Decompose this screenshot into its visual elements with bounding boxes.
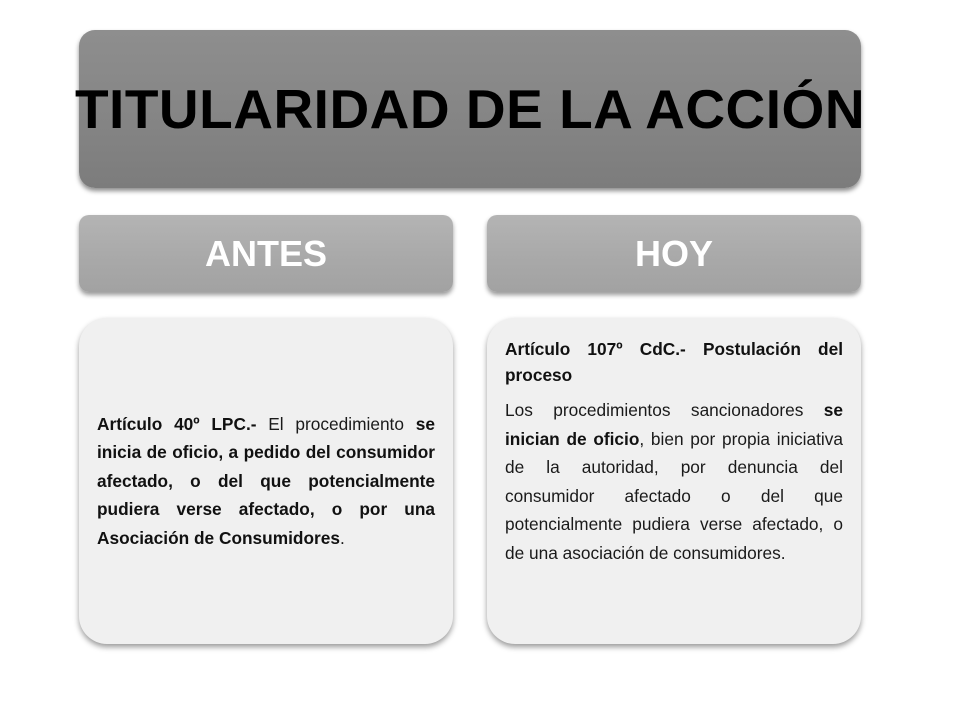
hoy-paragraph bbox=[505, 396, 843, 567]
antes-text-1: El procedimiento bbox=[256, 413, 416, 434]
header-antes bbox=[79, 215, 453, 292]
hoy-bold-text: se inician de oficio bbox=[505, 400, 843, 449]
content-antes bbox=[79, 318, 453, 644]
content-hoy bbox=[487, 318, 861, 644]
antes-text-2: . bbox=[339, 527, 345, 548]
slide-title: TITULARIDAD DE LA ACCIÓN bbox=[74, 78, 866, 140]
hoy-text-1: Los procedimientos sancionadores bbox=[505, 400, 824, 420]
header-hoy-label: HOY bbox=[634, 232, 713, 274]
title-banner bbox=[74, 30, 866, 188]
antes-article-ref: Artículo 40º LPC.- bbox=[97, 413, 257, 434]
hoy-article-heading: Artículo 107º CdC.- Postulación del proceso bbox=[505, 339, 843, 385]
hoy-text-2: , bien por propia iniciativa de la autoridad, por denuncia del consumidor afectado o del que potencialmente pudiera verse afectado, o de una asociación de consumidores. bbox=[505, 428, 843, 563]
antes-bold-text: se inicia de oficio, a pedido del consumidor afectado, o del que potencialmente pudiera verse afectado, o por una Asociación de Consumidores bbox=[97, 413, 435, 548]
antes-paragraph bbox=[97, 410, 435, 553]
header-antes-label: ANTES bbox=[204, 232, 327, 274]
header-hoy bbox=[487, 215, 861, 292]
